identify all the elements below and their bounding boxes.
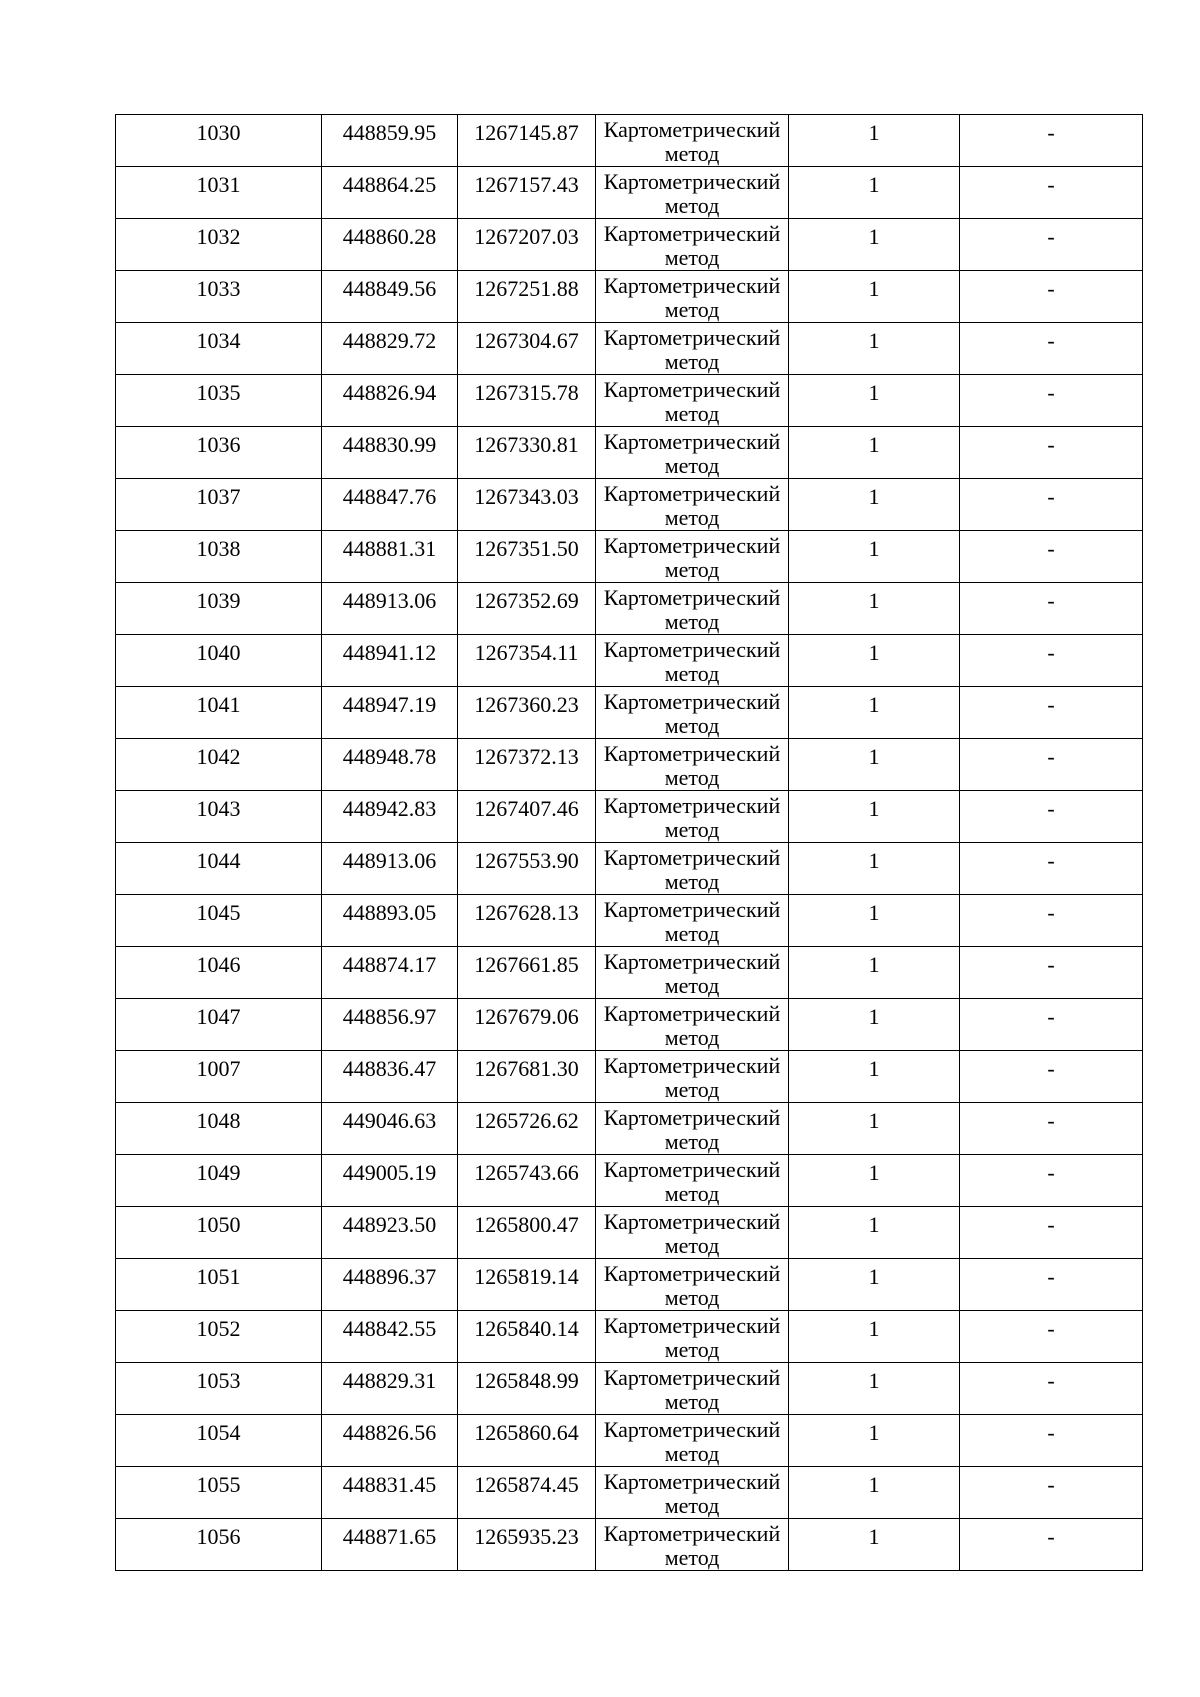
accuracy-cell: 1	[789, 1363, 960, 1415]
method-cell	[596, 1467, 789, 1519]
note-cell: -	[960, 1467, 1143, 1519]
point-number-cell: 1041	[116, 687, 322, 739]
method-line-2: метод	[664, 1441, 720, 1466]
table-row	[116, 1467, 1143, 1519]
note-cell: -	[960, 167, 1143, 219]
note-cell: -	[960, 1363, 1143, 1415]
x-coordinate-cell: 448942.83	[322, 791, 458, 843]
method-cell	[596, 323, 789, 375]
point-number-cell: 1046	[116, 947, 322, 999]
method-cell	[596, 1259, 789, 1311]
table-row	[116, 167, 1143, 219]
accuracy-cell: 1	[789, 1467, 960, 1519]
method-line-2: метод	[664, 245, 720, 270]
method-line-2: метод	[664, 713, 720, 738]
method-cell	[596, 635, 789, 687]
method-cell	[596, 1363, 789, 1415]
accuracy-cell: 1	[789, 167, 960, 219]
method-cell	[596, 1103, 789, 1155]
table-row	[116, 583, 1143, 635]
y-coordinate-cell: 1265874.45	[458, 1467, 596, 1519]
method-cell	[596, 791, 789, 843]
method-line-2: метод	[664, 1493, 720, 1518]
y-coordinate-cell: 1267679.06	[458, 999, 596, 1051]
x-coordinate-cell: 448829.31	[322, 1363, 458, 1415]
table-row	[116, 1051, 1143, 1103]
method-cell	[596, 1415, 789, 1467]
note-cell: -	[960, 1311, 1143, 1363]
y-coordinate-cell: 1265819.14	[458, 1259, 596, 1311]
method-cell	[596, 167, 789, 219]
note-cell: -	[960, 219, 1143, 271]
method-cell	[596, 531, 789, 583]
note-cell: -	[960, 791, 1143, 843]
point-number-cell: 1037	[116, 479, 322, 531]
x-coordinate-cell: 448829.72	[322, 323, 458, 375]
x-coordinate-cell: 448830.99	[322, 427, 458, 479]
table-row	[116, 427, 1143, 479]
x-coordinate-cell: 448871.65	[322, 1519, 458, 1571]
x-coordinate-cell: 448896.37	[322, 1259, 458, 1311]
method-line-2: метод	[664, 1129, 720, 1154]
y-coordinate-cell: 1267372.13	[458, 739, 596, 791]
method-line-2: метод	[664, 349, 720, 374]
accuracy-cell: 1	[789, 375, 960, 427]
accuracy-cell: 1	[789, 739, 960, 791]
y-coordinate-cell: 1267207.03	[458, 219, 596, 271]
note-cell: -	[960, 479, 1143, 531]
x-coordinate-cell: 448847.76	[322, 479, 458, 531]
table-row	[116, 1311, 1143, 1363]
y-coordinate-cell: 1267407.46	[458, 791, 596, 843]
table-row	[116, 323, 1143, 375]
method-cell	[596, 895, 789, 947]
y-coordinate-cell: 1267157.43	[458, 167, 596, 219]
method-line-1: Картометрический	[603, 949, 781, 974]
x-coordinate-cell: 448826.56	[322, 1415, 458, 1467]
method-cell	[596, 427, 789, 479]
accuracy-cell: 1	[789, 635, 960, 687]
x-coordinate-cell: 448864.25	[322, 167, 458, 219]
method-cell	[596, 739, 789, 791]
note-cell: -	[960, 843, 1143, 895]
method-line-1: Картометрический	[603, 1157, 781, 1182]
method-line-1: Картометрический	[603, 221, 781, 246]
point-number-cell: 1035	[116, 375, 322, 427]
y-coordinate-cell: 1267661.85	[458, 947, 596, 999]
table-row	[116, 843, 1143, 895]
y-coordinate-cell: 1267354.11	[458, 635, 596, 687]
note-cell: -	[960, 1051, 1143, 1103]
method-line-2: метод	[664, 921, 720, 946]
method-cell	[596, 1155, 789, 1207]
note-cell: -	[960, 1155, 1143, 1207]
accuracy-cell: 1	[789, 947, 960, 999]
x-coordinate-cell: 448893.05	[322, 895, 458, 947]
point-number-cell: 1031	[116, 167, 322, 219]
accuracy-cell: 1	[789, 791, 960, 843]
accuracy-cell: 1	[789, 427, 960, 479]
note-cell: -	[960, 1207, 1143, 1259]
point-number-cell: 1052	[116, 1311, 322, 1363]
x-coordinate-cell: 448947.19	[322, 687, 458, 739]
method-line-1: Картометрический	[603, 377, 781, 402]
x-coordinate-cell: 448923.50	[322, 1207, 458, 1259]
method-line-1: Картометрический	[603, 169, 781, 194]
point-number-cell: 1051	[116, 1259, 322, 1311]
y-coordinate-cell: 1267553.90	[458, 843, 596, 895]
note-cell: -	[960, 895, 1143, 947]
method-line-2: метод	[664, 297, 720, 322]
accuracy-cell: 1	[789, 1311, 960, 1363]
method-line-1: Картометрический	[603, 481, 781, 506]
method-line-1: Картометрический	[603, 325, 781, 350]
y-coordinate-cell: 1265800.47	[458, 1207, 596, 1259]
note-cell: -	[960, 583, 1143, 635]
y-coordinate-cell: 1265935.23	[458, 1519, 596, 1571]
method-line-1: Картометрический	[603, 845, 781, 870]
y-coordinate-cell: 1265848.99	[458, 1363, 596, 1415]
method-line-1: Картометрический	[603, 1417, 781, 1442]
method-cell	[596, 1051, 789, 1103]
coordinates-table	[115, 114, 1143, 1571]
accuracy-cell: 1	[789, 479, 960, 531]
method-line-2: метод	[664, 609, 720, 634]
y-coordinate-cell: 1267330.81	[458, 427, 596, 479]
table-row	[116, 791, 1143, 843]
table-row	[116, 115, 1143, 167]
x-coordinate-cell: 448826.94	[322, 375, 458, 427]
point-number-cell: 1038	[116, 531, 322, 583]
accuracy-cell: 1	[789, 583, 960, 635]
x-coordinate-cell: 448913.06	[322, 843, 458, 895]
method-line-2: метод	[664, 453, 720, 478]
table-row	[116, 1259, 1143, 1311]
accuracy-cell: 1	[789, 1155, 960, 1207]
y-coordinate-cell: 1267360.23	[458, 687, 596, 739]
method-line-1: Картометрический	[603, 1261, 781, 1286]
method-line-2: метод	[664, 1285, 720, 1310]
method-line-2: метод	[664, 869, 720, 894]
y-coordinate-cell: 1265840.14	[458, 1311, 596, 1363]
point-number-cell: 1043	[116, 791, 322, 843]
accuracy-cell: 1	[789, 219, 960, 271]
method-cell	[596, 479, 789, 531]
point-number-cell: 1047	[116, 999, 322, 1051]
x-coordinate-cell: 448831.45	[322, 1467, 458, 1519]
method-line-2: метод	[664, 1077, 720, 1102]
x-coordinate-cell: 448941.12	[322, 635, 458, 687]
method-line-2: метод	[664, 661, 720, 686]
method-line-1: Картометрический	[603, 897, 781, 922]
y-coordinate-cell: 1267251.88	[458, 271, 596, 323]
accuracy-cell: 1	[789, 1207, 960, 1259]
point-number-cell: 1030	[116, 115, 322, 167]
method-line-1: Картометрический	[603, 741, 781, 766]
point-number-cell: 1050	[116, 1207, 322, 1259]
method-line-1: Картометрический	[603, 1209, 781, 1234]
accuracy-cell: 1	[789, 1519, 960, 1571]
accuracy-cell: 1	[789, 1103, 960, 1155]
method-line-1: Картометрический	[603, 1105, 781, 1130]
x-coordinate-cell: 448849.56	[322, 271, 458, 323]
table-row	[116, 1363, 1143, 1415]
table-row	[116, 947, 1143, 999]
method-line-2: метод	[664, 1337, 720, 1362]
method-line-1: Картометрический	[603, 429, 781, 454]
table-row	[116, 219, 1143, 271]
method-cell	[596, 271, 789, 323]
point-number-cell: 1034	[116, 323, 322, 375]
table-row	[116, 1207, 1143, 1259]
accuracy-cell: 1	[789, 271, 960, 323]
point-number-cell: 1055	[116, 1467, 322, 1519]
method-line-1: Картометрический	[603, 117, 781, 142]
table-row	[116, 1155, 1143, 1207]
y-coordinate-cell: 1267681.30	[458, 1051, 596, 1103]
note-cell: -	[960, 375, 1143, 427]
accuracy-cell: 1	[789, 323, 960, 375]
y-coordinate-cell: 1267628.13	[458, 895, 596, 947]
note-cell: -	[960, 427, 1143, 479]
point-number-cell: 1036	[116, 427, 322, 479]
method-line-2: метод	[664, 1025, 720, 1050]
y-coordinate-cell: 1267315.78	[458, 375, 596, 427]
point-number-cell: 1007	[116, 1051, 322, 1103]
accuracy-cell: 1	[789, 895, 960, 947]
accuracy-cell: 1	[789, 999, 960, 1051]
y-coordinate-cell: 1267343.03	[458, 479, 596, 531]
method-line-2: метод	[664, 1181, 720, 1206]
table-row	[116, 1103, 1143, 1155]
table-row	[116, 687, 1143, 739]
method-cell	[596, 947, 789, 999]
method-line-1: Картометрический	[603, 637, 781, 662]
note-cell: -	[960, 999, 1143, 1051]
point-number-cell: 1033	[116, 271, 322, 323]
table-row	[116, 375, 1143, 427]
y-coordinate-cell: 1265743.66	[458, 1155, 596, 1207]
accuracy-cell: 1	[789, 1415, 960, 1467]
note-cell: -	[960, 947, 1143, 999]
method-cell	[596, 1519, 789, 1571]
accuracy-cell: 1	[789, 687, 960, 739]
point-number-cell: 1053	[116, 1363, 322, 1415]
accuracy-cell: 1	[789, 1051, 960, 1103]
method-line-1: Картометрический	[603, 1053, 781, 1078]
method-cell	[596, 1311, 789, 1363]
table-row	[116, 1519, 1143, 1571]
method-line-2: метод	[664, 1233, 720, 1258]
note-cell: -	[960, 1103, 1143, 1155]
method-line-2: метод	[664, 505, 720, 530]
method-line-1: Картометрический	[603, 1001, 781, 1026]
accuracy-cell: 1	[789, 531, 960, 583]
method-line-2: метод	[664, 973, 720, 998]
table-row	[116, 739, 1143, 791]
y-coordinate-cell: 1267352.69	[458, 583, 596, 635]
point-number-cell: 1032	[116, 219, 322, 271]
y-coordinate-cell: 1267304.67	[458, 323, 596, 375]
method-line-2: метод	[664, 141, 720, 166]
x-coordinate-cell: 449005.19	[322, 1155, 458, 1207]
table-row	[116, 479, 1143, 531]
note-cell: -	[960, 531, 1143, 583]
point-number-cell: 1039	[116, 583, 322, 635]
note-cell: -	[960, 271, 1143, 323]
method-line-2: метод	[664, 1389, 720, 1414]
method-cell	[596, 1207, 789, 1259]
method-line-1: Картометрический	[603, 1365, 781, 1390]
method-line-1: Картометрический	[603, 1313, 781, 1338]
table-row	[116, 635, 1143, 687]
note-cell: -	[960, 1415, 1143, 1467]
method-line-2: метод	[664, 817, 720, 842]
method-line-1: Картометрический	[603, 793, 781, 818]
x-coordinate-cell: 448856.97	[322, 999, 458, 1051]
method-line-2: метод	[664, 765, 720, 790]
method-line-2: метод	[664, 193, 720, 218]
method-cell	[596, 219, 789, 271]
point-number-cell: 1045	[116, 895, 322, 947]
method-line-1: Картометрический	[603, 1469, 781, 1494]
note-cell: -	[960, 739, 1143, 791]
x-coordinate-cell: 448881.31	[322, 531, 458, 583]
point-number-cell: 1049	[116, 1155, 322, 1207]
method-line-2: метод	[664, 1545, 720, 1570]
x-coordinate-cell: 448859.95	[322, 115, 458, 167]
x-coordinate-cell: 449046.63	[322, 1103, 458, 1155]
accuracy-cell: 1	[789, 115, 960, 167]
method-line-1: Картометрический	[603, 273, 781, 298]
note-cell: -	[960, 687, 1143, 739]
method-cell	[596, 375, 789, 427]
method-cell	[596, 583, 789, 635]
note-cell: -	[960, 1519, 1143, 1571]
table-row	[116, 999, 1143, 1051]
method-line-1: Картометрический	[603, 1521, 781, 1546]
point-number-cell: 1040	[116, 635, 322, 687]
coordinates-table-body	[116, 115, 1143, 1571]
note-cell: -	[960, 323, 1143, 375]
point-number-cell: 1044	[116, 843, 322, 895]
y-coordinate-cell: 1265860.64	[458, 1415, 596, 1467]
accuracy-cell: 1	[789, 843, 960, 895]
point-number-cell: 1048	[116, 1103, 322, 1155]
note-cell: -	[960, 1259, 1143, 1311]
y-coordinate-cell: 1267145.87	[458, 115, 596, 167]
method-cell	[596, 843, 789, 895]
method-cell	[596, 999, 789, 1051]
x-coordinate-cell: 448860.28	[322, 219, 458, 271]
method-line-1: Картометрический	[603, 585, 781, 610]
x-coordinate-cell: 448836.47	[322, 1051, 458, 1103]
method-cell	[596, 687, 789, 739]
method-line-2: метод	[664, 557, 720, 582]
method-line-2: метод	[664, 401, 720, 426]
x-coordinate-cell: 448842.55	[322, 1311, 458, 1363]
table-row	[116, 531, 1143, 583]
point-number-cell: 1056	[116, 1519, 322, 1571]
method-cell	[596, 115, 789, 167]
point-number-cell: 1042	[116, 739, 322, 791]
point-number-cell: 1054	[116, 1415, 322, 1467]
table-row	[116, 1415, 1143, 1467]
table-row	[116, 895, 1143, 947]
method-line-1: Картометрический	[603, 533, 781, 558]
note-cell: -	[960, 115, 1143, 167]
x-coordinate-cell: 448874.17	[322, 947, 458, 999]
y-coordinate-cell: 1265726.62	[458, 1103, 596, 1155]
accuracy-cell: 1	[789, 1259, 960, 1311]
y-coordinate-cell: 1267351.50	[458, 531, 596, 583]
x-coordinate-cell: 448948.78	[322, 739, 458, 791]
method-line-1: Картометрический	[603, 689, 781, 714]
x-coordinate-cell: 448913.06	[322, 583, 458, 635]
note-cell: -	[960, 635, 1143, 687]
table-row	[116, 271, 1143, 323]
